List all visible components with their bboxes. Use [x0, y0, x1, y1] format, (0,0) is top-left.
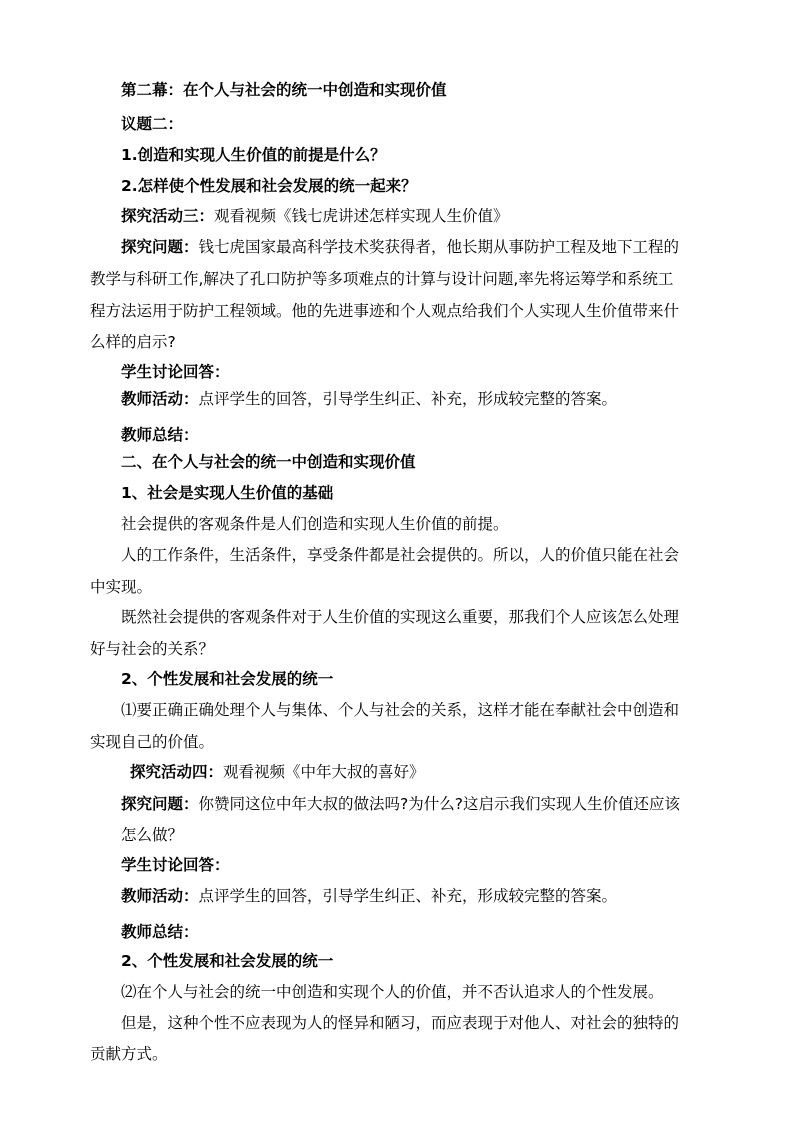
question-2: 2.怎样使个性发展和社会发展的统一起来？: [121, 177, 417, 195]
activity-3-text: 观看视频《钱七虎讲述怎样实现人生价值》: [214, 207, 509, 225]
inquiry-1-text: 钱七虎国家最高科学技术奖获得者，他长期从事防护工程及地下工程的: [198, 238, 680, 256]
inquiry-2-text: 你赞同这位中年大叔的做法吗?为什么?这启示我们实现人生价值还应该: [198, 795, 680, 813]
paragraph-6-line-1: 但是，这种个性不应表现为人的怪异和陋习，而应表现于对他人、对社会的独特的: [121, 1014, 680, 1032]
inquiry-1-line-3: 程方法运用于防护工程领域。他的先进事迹和个人观点给我们个人实现人生价值带来什: [90, 302, 680, 320]
paragraph-6-line-2: 贡献方式。: [90, 1045, 168, 1063]
teacher-activity-2-text: 点评学生的回答，引导学生纠正、补充，形成较完整的答案。: [198, 887, 618, 905]
paragraph-4-line-2: 实现自己的价值。: [90, 733, 215, 751]
paragraph-1: 社会提供的客观条件是人们创造和实现人生价值的前提。: [121, 515, 509, 533]
paragraph-2-line-2: 中实现。: [90, 578, 153, 596]
activity-4-label: 探究活动四：: [130, 763, 224, 781]
inquiry-1-line-4: 么样的启示?: [90, 333, 176, 351]
teacher-activity-2: [121, 886, 617, 906]
section-2-heading: 二、在个人与社会的统一中创造和实现价值: [121, 453, 416, 471]
paragraph-2-line-1: 人的工作条件，生活条件，享受条件都是社会提供的。所以，人的价值只能在社会: [121, 546, 680, 564]
inquiry-2-line-2: 怎么做？: [121, 826, 184, 844]
teacher-activity-1: [121, 389, 617, 409]
document-page: [90, 0, 710, 1123]
teacher-activity-1-text: 点评学生的回答，引导学生纠正、补充，形成较完整的答案。: [198, 390, 618, 408]
paragraph-4-line-1: ⑴要正确正确处理个人与集体、个人与社会的关系，这样才能在奉献社会中创造和: [121, 701, 680, 719]
teacher-activity-2-label: 教师活动：: [121, 887, 199, 905]
subheading-1: 1、社会是实现人生价值的基础: [121, 484, 334, 502]
subheading-2a: 2、个性发展和社会发展的统一: [121, 670, 334, 688]
student-discussion-2: 学生讨论回答：: [121, 856, 230, 874]
inquiry-1-line-1: [121, 237, 679, 257]
student-discussion-1: 学生讨论回答：: [121, 363, 230, 381]
paragraph-5: ⑵在个人与社会的统一中创造和实现个人的价值，并不否认追求人的个性发展。: [121, 983, 664, 1001]
inquiry-2-line-1: [121, 794, 680, 814]
topic-label: 议题二：: [121, 115, 184, 133]
inquiry-1-label: 探究问题：: [121, 238, 199, 256]
teacher-summary-1: 教师总结：: [121, 426, 199, 444]
activity-4: [130, 762, 425, 782]
activity-3: [121, 206, 509, 226]
activity-3-label: 探究活动三：: [121, 207, 215, 225]
inquiry-2-label: 探究问题：: [121, 795, 199, 813]
question-1: 1.创造和实现人生价值的前提是什么？: [121, 146, 386, 164]
inquiry-1-line-2: 教学与科研工作,解决了孔口防护等多项难点的计算与设计问题,率先将运筹学和系统工: [90, 270, 674, 288]
paragraph-3-line-1: 既然社会提供的客观条件对于人生价值的实现这么重要，那我们个人应该怎么处理: [121, 608, 680, 626]
teacher-summary-2: 教师总结：: [121, 923, 199, 941]
subheading-2b: 2、个性发展和社会发展的统一: [121, 952, 334, 970]
paragraph-3-line-2: 好与社会的关系？: [90, 640, 215, 658]
teacher-activity-1-label: 教师活动：: [121, 390, 199, 408]
activity-4-text: 观看视频《中年大叔的喜好》: [223, 763, 425, 781]
act-heading: 第二幕：在个人与社会的统一中创造和实现价值: [121, 81, 447, 99]
